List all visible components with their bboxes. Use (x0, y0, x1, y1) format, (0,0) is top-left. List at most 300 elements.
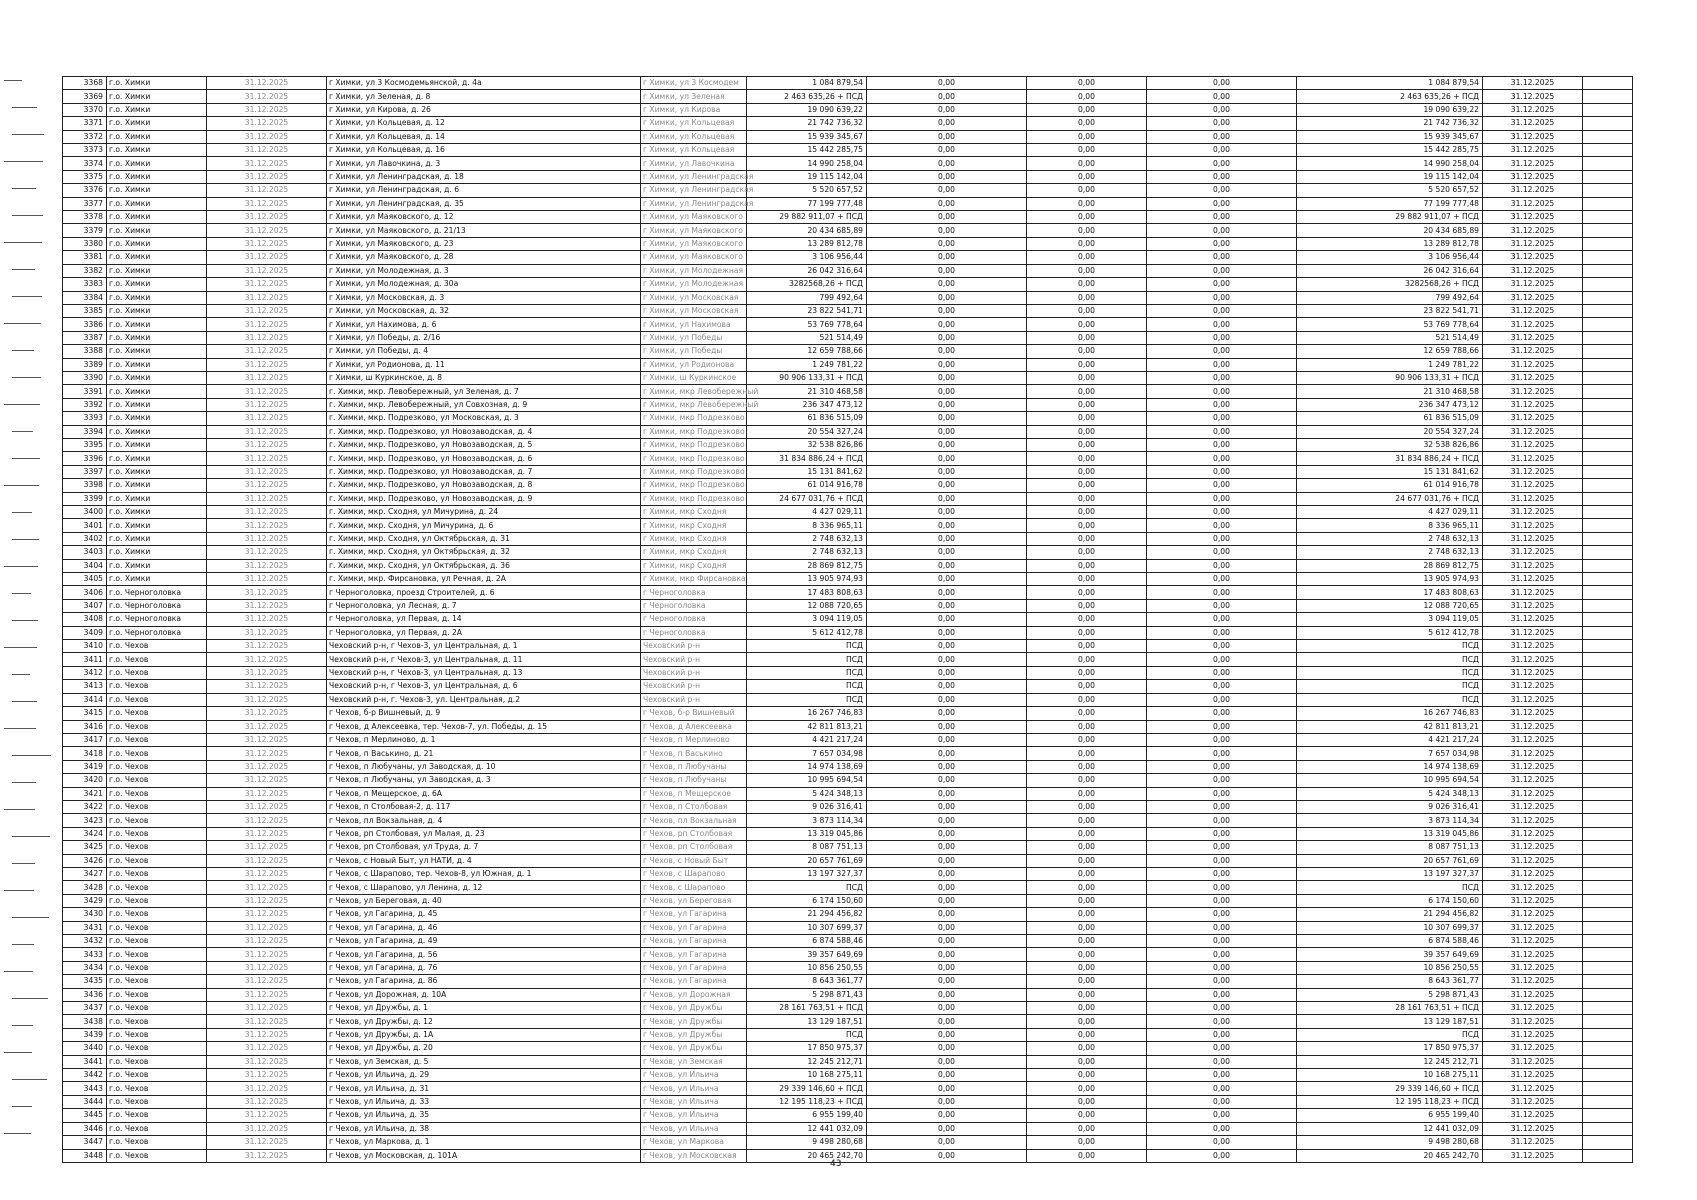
row-district: г.о. Химки (107, 77, 207, 90)
row-empty-cell (1583, 425, 1633, 438)
table-row (63, 90, 1633, 103)
row-address: г Чехов, ул Гагарина, д. 46 (327, 921, 641, 934)
table-row (63, 519, 1633, 532)
row-end-date: 31.12.2025 (1483, 1095, 1583, 1108)
row-address: Чеховский р-н, г Чехов-3, ул Центральная, д. 1 (327, 640, 641, 653)
row-empty-cell (1583, 988, 1633, 1001)
row-value-1: 0,00 (867, 385, 1027, 398)
row-district: г.о. Чехов (107, 1042, 207, 1055)
row-value-2: 0,00 (1027, 613, 1147, 626)
row-district: г.о. Чехов (107, 854, 207, 867)
row-total: 1 084 879,54 (1297, 77, 1483, 90)
row-value-2: 0,00 (1027, 1095, 1147, 1108)
row-empty-cell (1583, 854, 1633, 867)
row-value-1: 0,00 (867, 720, 1027, 733)
row-address-short: Чеховский р-н (641, 666, 747, 679)
row-end-date: 31.12.2025 (1483, 157, 1583, 170)
row-value-2: 0,00 (1027, 237, 1147, 250)
row-value-3: 0,00 (1147, 908, 1297, 921)
row-total: 3 106 956,44 (1297, 251, 1483, 264)
row-value-1: 0,00 (867, 157, 1027, 170)
row-date: 31.12.2025 (207, 479, 327, 492)
row-empty-cell (1583, 653, 1633, 666)
row-empty-cell (1583, 465, 1633, 478)
row-value-1: 0,00 (867, 291, 1027, 304)
row-value-3: 0,00 (1147, 479, 1297, 492)
row-district: г.о. Химки (107, 264, 207, 277)
row-value-1: 0,00 (867, 197, 1027, 210)
row-date: 31.12.2025 (207, 988, 327, 1001)
row-number: 3441 (63, 1055, 107, 1068)
row-date: 31.12.2025 (207, 854, 327, 867)
table-row (63, 1082, 1633, 1095)
row-number: 3436 (63, 988, 107, 1001)
row-amount: 32 538 826,86 (747, 438, 867, 451)
row-empty-cell (1583, 331, 1633, 344)
row-total: 10 307 699,37 (1297, 921, 1483, 934)
row-amount: 28 161 763,51 + ПСД (747, 1002, 867, 1015)
row-empty-cell (1583, 760, 1633, 773)
table-row (63, 211, 1633, 224)
row-address: г. Химки, мкр. Сходня, ул Мичурина, д. 24 (327, 506, 641, 519)
row-empty-cell (1583, 77, 1633, 90)
row-total: 10 995 694,54 (1297, 774, 1483, 787)
row-number: 3447 (63, 1136, 107, 1149)
row-value-1: 0,00 (867, 908, 1027, 921)
row-end-date: 31.12.2025 (1483, 613, 1583, 626)
row-date: 31.12.2025 (207, 1149, 327, 1162)
row-address-short: г Чехов, ул Гагарина (641, 961, 747, 974)
row-end-date: 31.12.2025 (1483, 680, 1583, 693)
row-number: 3383 (63, 278, 107, 291)
row-district: г.о. Химки (107, 546, 207, 559)
row-end-date: 31.12.2025 (1483, 854, 1583, 867)
table-row (63, 1136, 1633, 1149)
row-address: г Чехов, рп Столбовая, ул Труда, д. 7 (327, 841, 641, 854)
scan-mark (12, 620, 38, 621)
table-row (63, 130, 1633, 143)
row-address: Чеховский р-н, г Чехов-3, ул Центральная, д. 13 (327, 666, 641, 679)
row-end-date: 31.12.2025 (1483, 479, 1583, 492)
row-address-short: г Химки, мкр Сходня (641, 519, 747, 532)
row-empty-cell (1583, 1042, 1633, 1055)
row-district: г.о. Химки (107, 358, 207, 371)
row-end-date: 31.12.2025 (1483, 184, 1583, 197)
register-table (62, 76, 1633, 1163)
row-address-short: г Химки, ул Московская (641, 291, 747, 304)
scan-mark (12, 512, 32, 513)
row-value-1: 0,00 (867, 1015, 1027, 1028)
row-total: 3 873 114,34 (1297, 814, 1483, 827)
row-district: г.о. Чехов (107, 988, 207, 1001)
row-end-date: 31.12.2025 (1483, 586, 1583, 599)
row-date: 31.12.2025 (207, 707, 327, 720)
row-total: 28 161 763,51 + ПСД (1297, 1002, 1483, 1015)
row-value-2: 0,00 (1027, 211, 1147, 224)
row-value-2: 0,00 (1027, 479, 1147, 492)
row-value-2: 0,00 (1027, 1122, 1147, 1135)
row-value-2: 0,00 (1027, 304, 1147, 317)
row-value-1: 0,00 (867, 412, 1027, 425)
row-district: г.о. Химки (107, 479, 207, 492)
row-end-date: 31.12.2025 (1483, 438, 1583, 451)
row-value-3: 0,00 (1147, 465, 1297, 478)
row-value-2: 0,00 (1027, 532, 1147, 545)
row-value-1: 0,00 (867, 237, 1027, 250)
row-value-3: 0,00 (1147, 103, 1297, 116)
row-address: г Чехов, п Васькино, д. 21 (327, 747, 641, 760)
row-address: г Химки, ул Нахимова, д. 6 (327, 318, 641, 331)
row-number: 3397 (63, 465, 107, 478)
row-value-1: 0,00 (867, 599, 1027, 612)
row-value-1: 0,00 (867, 77, 1027, 90)
row-amount: 20 465 242,70 (747, 1149, 867, 1162)
row-value-3: 0,00 (1147, 144, 1297, 157)
table-row (63, 948, 1633, 961)
row-total: 15 131 841,62 (1297, 465, 1483, 478)
row-empty-cell (1583, 680, 1633, 693)
table-row (63, 264, 1633, 277)
row-number: 3417 (63, 733, 107, 746)
row-date: 31.12.2025 (207, 1109, 327, 1122)
row-address-short: г Черноголовка (641, 613, 747, 626)
row-total: 29 882 911,07 + ПСД (1297, 211, 1483, 224)
row-number: 3387 (63, 331, 107, 344)
table-row (63, 506, 1633, 519)
row-date: 31.12.2025 (207, 144, 327, 157)
row-value-3: 0,00 (1147, 412, 1297, 425)
row-amount: 3 873 114,34 (747, 814, 867, 827)
table-row (63, 841, 1633, 854)
row-value-2: 0,00 (1027, 707, 1147, 720)
row-empty-cell (1583, 546, 1633, 559)
row-value-3: 0,00 (1147, 318, 1297, 331)
row-value-2: 0,00 (1027, 103, 1147, 116)
row-number: 3377 (63, 197, 107, 210)
row-amount: 9 498 280,68 (747, 1136, 867, 1149)
row-end-date: 31.12.2025 (1483, 77, 1583, 90)
row-address-short: г Химки, мкр Фирсановка (641, 573, 747, 586)
row-number: 3406 (63, 586, 107, 599)
row-end-date: 31.12.2025 (1483, 975, 1583, 988)
row-empty-cell (1583, 693, 1633, 706)
row-date: 31.12.2025 (207, 1042, 327, 1055)
scan-mark (4, 161, 43, 162)
row-value-3: 0,00 (1147, 1122, 1297, 1135)
row-number: 3389 (63, 358, 107, 371)
scan-mark (12, 998, 48, 999)
row-address-short: г Химки, мкр Подрезково (641, 465, 747, 478)
row-address: г. Химки, мкр. Подрезково, ул Новозаводская, д. 4 (327, 425, 641, 438)
row-total: 32 538 826,86 (1297, 438, 1483, 451)
row-value-3: 0,00 (1147, 398, 1297, 411)
row-address-short: г Химки, мкр Подрезково (641, 412, 747, 425)
scan-mark (12, 539, 39, 540)
row-value-1: 0,00 (867, 1122, 1027, 1135)
table-row (63, 1149, 1633, 1162)
row-date: 31.12.2025 (207, 1028, 327, 1041)
row-address: г. Химки, мкр. Сходня, ул Октябрьская, д. 31 (327, 532, 641, 545)
row-value-2: 0,00 (1027, 935, 1147, 948)
scan-mark (4, 323, 41, 324)
row-value-3: 0,00 (1147, 800, 1297, 813)
row-amount: 12 659 788,66 (747, 345, 867, 358)
row-value-2: 0,00 (1027, 774, 1147, 787)
row-empty-cell (1583, 747, 1633, 760)
row-value-1: 0,00 (867, 988, 1027, 1001)
row-number: 3446 (63, 1122, 107, 1135)
row-number: 3439 (63, 1028, 107, 1041)
row-date: 31.12.2025 (207, 237, 327, 250)
row-total: 4 427 029,11 (1297, 506, 1483, 519)
row-address-short: г Чехов, ул Гагарина (641, 975, 747, 988)
row-address: Чеховский р-н, г Чехов-3, ул Центральная, д. 6 (327, 680, 641, 693)
row-total: 3282568,26 + ПСД (1297, 278, 1483, 291)
row-end-date: 31.12.2025 (1483, 130, 1583, 143)
row-empty-cell (1583, 103, 1633, 116)
row-district: г.о. Чехов (107, 666, 207, 679)
row-address-short: г Чехов, б-р Вишневый (641, 707, 747, 720)
row-amount: 6 955 199,40 (747, 1109, 867, 1122)
row-number: 3384 (63, 291, 107, 304)
row-empty-cell (1583, 264, 1633, 277)
row-address: г Черноголовка, ул Первая, д. 2А (327, 626, 641, 639)
row-date: 31.12.2025 (207, 412, 327, 425)
row-district: г.о. Чехов (107, 640, 207, 653)
table-row (63, 103, 1633, 116)
scan-mark (12, 350, 34, 351)
row-end-date: 31.12.2025 (1483, 197, 1583, 210)
row-empty-cell (1583, 1122, 1633, 1135)
table-row (63, 988, 1633, 1001)
row-value-2: 0,00 (1027, 385, 1147, 398)
row-address: г Черноголовка, ул Лесная, д. 7 (327, 599, 641, 612)
row-amount: 21 742 736,32 (747, 117, 867, 130)
row-number: 3378 (63, 211, 107, 224)
row-empty-cell (1583, 1002, 1633, 1015)
row-total: 17 483 808,63 (1297, 586, 1483, 599)
row-end-date: 31.12.2025 (1483, 90, 1583, 103)
row-address: г Химки, ул Кирова, д. 26 (327, 103, 641, 116)
row-date: 31.12.2025 (207, 371, 327, 384)
row-amount: 799 492,64 (747, 291, 867, 304)
row-address: г Чехов, п Любучаны, ул Заводская, д. 10 (327, 760, 641, 773)
row-end-date: 31.12.2025 (1483, 144, 1583, 157)
row-address: г Химки, ул Победы, д. 4 (327, 345, 641, 358)
row-address: г Химки, ул Родионова, д. 11 (327, 358, 641, 371)
row-address: г Чехов, ул Маркова, д. 1 (327, 1136, 641, 1149)
row-value-1: 0,00 (867, 733, 1027, 746)
row-value-3: 0,00 (1147, 492, 1297, 505)
row-empty-cell (1583, 438, 1633, 451)
row-address: г Чехов, б-р Вишневый, д. 9 (327, 707, 641, 720)
row-date: 31.12.2025 (207, 304, 327, 317)
row-number: 3380 (63, 237, 107, 250)
row-address: г Химки, ул Маяковского, д. 28 (327, 251, 641, 264)
row-date: 31.12.2025 (207, 438, 327, 451)
row-address: г Черноголовка, проезд Строителей, д. 6 (327, 586, 641, 599)
row-address: г Химки, ул Кольцевая, д. 12 (327, 117, 641, 130)
table-row (63, 1095, 1633, 1108)
row-address-short: г Чехов, пл Вокзальная (641, 814, 747, 827)
row-address: г Чехов, ул Дорожная, д. 10А (327, 988, 641, 1001)
row-value-1: 0,00 (867, 251, 1027, 264)
row-total: 13 905 974,93 (1297, 573, 1483, 586)
row-amount: 13 129 187,51 (747, 1015, 867, 1028)
table-row (63, 398, 1633, 411)
row-value-1: 0,00 (867, 814, 1027, 827)
row-end-date: 31.12.2025 (1483, 707, 1583, 720)
row-address-short: г Химки, мкр Сходня (641, 506, 747, 519)
row-district: г.о. Чехов (107, 921, 207, 934)
row-address: г Чехов, ул Земская, д. 5 (327, 1055, 641, 1068)
row-number: 3434 (63, 961, 107, 974)
row-value-1: 0,00 (867, 774, 1027, 787)
row-address-short: г Чехов, ул Ильича (641, 1109, 747, 1122)
row-empty-cell (1583, 170, 1633, 183)
row-date: 31.12.2025 (207, 1122, 327, 1135)
row-amount: 8 087 751,13 (747, 841, 867, 854)
row-amount: 8 336 965,11 (747, 519, 867, 532)
row-total: 5 520 657,52 (1297, 184, 1483, 197)
row-end-date: 31.12.2025 (1483, 532, 1583, 545)
row-value-3: 0,00 (1147, 1002, 1297, 1015)
row-address: г. Химки, мкр. Подрезково, ул Новозаводская, д. 7 (327, 465, 641, 478)
row-date: 31.12.2025 (207, 170, 327, 183)
row-empty-cell (1583, 358, 1633, 371)
row-value-1: 0,00 (867, 800, 1027, 813)
row-amount: 12 441 032,09 (747, 1122, 867, 1135)
row-district: г.о. Химки (107, 425, 207, 438)
row-address-short: г Химки, ул Кольцевая (641, 144, 747, 157)
row-number: 3386 (63, 318, 107, 331)
row-empty-cell (1583, 130, 1633, 143)
row-total: 7 657 034,98 (1297, 747, 1483, 760)
row-date: 31.12.2025 (207, 452, 327, 465)
row-end-date: 31.12.2025 (1483, 224, 1583, 237)
table-row (63, 1015, 1633, 1028)
row-value-3: 0,00 (1147, 170, 1297, 183)
row-value-3: 0,00 (1147, 975, 1297, 988)
row-value-3: 0,00 (1147, 747, 1297, 760)
row-value-1: 0,00 (867, 264, 1027, 277)
row-total: 15 442 285,75 (1297, 144, 1483, 157)
scan-mark (12, 431, 33, 432)
row-value-3: 0,00 (1147, 157, 1297, 170)
row-amount: 16 267 746,83 (747, 707, 867, 720)
row-address-short: г Чехов, ул Ильича (641, 1082, 747, 1095)
row-number: 3371 (63, 117, 107, 130)
row-empty-cell (1583, 666, 1633, 679)
row-value-2: 0,00 (1027, 760, 1147, 773)
row-total: 21 742 736,32 (1297, 117, 1483, 130)
row-address-short: г Химки, ул Лавочкина (641, 157, 747, 170)
row-address-short: г Чехов, ул Гагарина (641, 908, 747, 921)
row-address: г. Химки, мкр. Сходня, ул Октябрьская, д. 32 (327, 546, 641, 559)
row-date: 31.12.2025 (207, 1082, 327, 1095)
row-address-short: г Химки, мкр Подрезково (641, 492, 747, 505)
table-row (63, 425, 1633, 438)
row-address-short: г Химки, ул Кольцевая (641, 117, 747, 130)
row-district: г.о. Чехов (107, 1095, 207, 1108)
row-amount: ПСД (747, 653, 867, 666)
row-end-date: 31.12.2025 (1483, 908, 1583, 921)
row-value-1: 0,00 (867, 1069, 1027, 1082)
row-value-1: 0,00 (867, 90, 1027, 103)
table-row (63, 1042, 1633, 1055)
row-empty-cell (1583, 1069, 1633, 1082)
row-address-short: г Химки, ш Куркинское (641, 371, 747, 384)
row-address-short: г Чехов, ул Дружбы (641, 1028, 747, 1041)
row-district: г.о. Химки (107, 197, 207, 210)
row-district: г.о. Чехов (107, 693, 207, 706)
row-number: 3426 (63, 854, 107, 867)
row-district: г.о. Химки (107, 291, 207, 304)
row-value-2: 0,00 (1027, 908, 1147, 921)
row-date: 31.12.2025 (207, 90, 327, 103)
row-district: г.о. Химки (107, 371, 207, 384)
row-value-3: 0,00 (1147, 921, 1297, 934)
row-district: г.о. Химки (107, 318, 207, 331)
row-address: г Химки, ул 3 Космодемьянской, д. 4а (327, 77, 641, 90)
row-value-3: 0,00 (1147, 546, 1297, 559)
row-value-2: 0,00 (1027, 358, 1147, 371)
row-address-short: г Черноголовка (641, 599, 747, 612)
table-row (63, 921, 1633, 934)
row-value-1: 0,00 (867, 211, 1027, 224)
row-end-date: 31.12.2025 (1483, 1002, 1583, 1015)
row-value-2: 0,00 (1027, 1042, 1147, 1055)
row-date: 31.12.2025 (207, 492, 327, 505)
row-address-short: г Химки, ул Кольцевая (641, 130, 747, 143)
row-total: 799 492,64 (1297, 291, 1483, 304)
row-total: 15 939 345,67 (1297, 130, 1483, 143)
row-district: г.о. Чехов (107, 935, 207, 948)
row-value-3: 0,00 (1147, 452, 1297, 465)
row-value-3: 0,00 (1147, 814, 1297, 827)
table-row (63, 961, 1633, 974)
row-value-1: 0,00 (867, 318, 1027, 331)
row-address-short: г Чехов, рп Столбовая (641, 841, 747, 854)
row-district: г.о. Чехов (107, 774, 207, 787)
row-address-short: г Химки, ул Московская (641, 304, 747, 317)
row-end-date: 31.12.2025 (1483, 760, 1583, 773)
row-amount: 10 856 250,55 (747, 961, 867, 974)
row-value-3: 0,00 (1147, 1136, 1297, 1149)
row-empty-cell (1583, 452, 1633, 465)
row-value-1: 0,00 (867, 1028, 1027, 1041)
row-value-1: 0,00 (867, 707, 1027, 720)
table-row (63, 586, 1633, 599)
row-end-date: 31.12.2025 (1483, 546, 1583, 559)
row-value-2: 0,00 (1027, 921, 1147, 934)
row-number: 3398 (63, 479, 107, 492)
table-row (63, 599, 1633, 612)
row-value-2: 0,00 (1027, 170, 1147, 183)
row-empty-cell (1583, 814, 1633, 827)
row-number: 3438 (63, 1015, 107, 1028)
row-amount: ПСД (747, 1028, 867, 1041)
row-end-date: 31.12.2025 (1483, 1015, 1583, 1028)
row-address: г Чехов, ул Ильича, д. 33 (327, 1095, 641, 1108)
row-district: г.о. Чехов (107, 653, 207, 666)
row-total: 2 748 632,13 (1297, 546, 1483, 559)
row-amount: 4 421 217,24 (747, 733, 867, 746)
row-district: г.о. Химки (107, 331, 207, 344)
row-address: Чеховский р-н, г Чехов-3, ул Центральная, д. 11 (327, 653, 641, 666)
row-amount: 15 131 841,62 (747, 465, 867, 478)
row-number: 3411 (63, 653, 107, 666)
